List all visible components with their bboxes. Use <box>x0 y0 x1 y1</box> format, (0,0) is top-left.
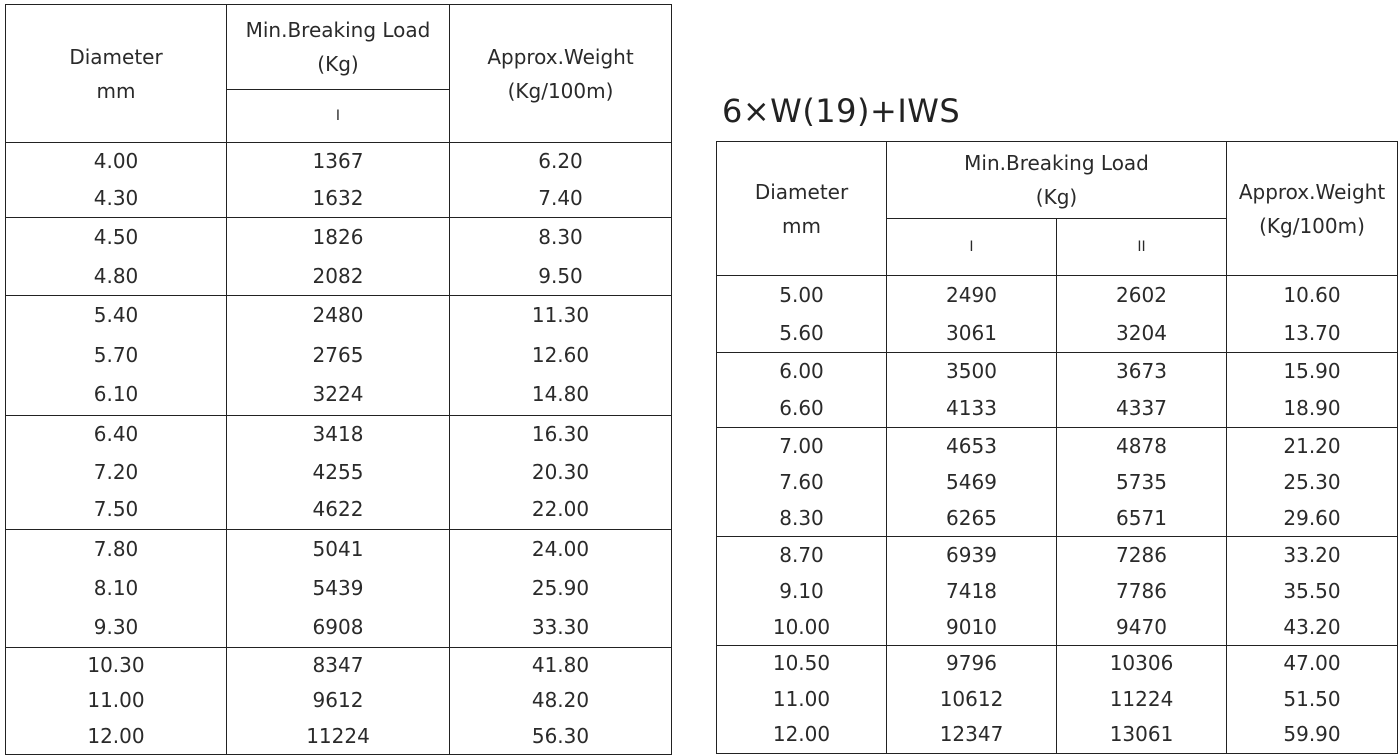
cell-value: 43.20 <box>1283 615 1341 639</box>
cell-value: 4878 <box>1116 434 1167 458</box>
cell-value: 8.30 <box>538 225 583 249</box>
cell-value: 5469 <box>946 470 997 494</box>
cell-value: 7.20 <box>93 459 139 484</box>
cell-value: 4255 <box>312 459 364 484</box>
cell-value: 59.90 <box>1283 722 1341 747</box>
header-diameter-unit: mm <box>96 78 136 103</box>
header-weight-unit: (Kg/100m) <box>507 78 614 103</box>
diameter-cell <box>6 415 227 529</box>
load-cell-grade-1 <box>887 428 1057 537</box>
load-cell-grade-1 <box>887 537 1057 646</box>
cell-value: 1826 <box>312 225 364 249</box>
cell-value: 6.40 <box>93 421 139 446</box>
table-row-group <box>717 353 1398 428</box>
cell-value: 12.00 <box>772 722 831 747</box>
cell-value: 56.30 <box>531 723 590 748</box>
cell-value: 3500 <box>946 359 997 383</box>
cell-value: 5439 <box>312 575 364 600</box>
weight-cell <box>1227 646 1398 754</box>
cell-value: 11224 <box>1109 686 1174 711</box>
diameter-cell <box>6 143 227 218</box>
cell-value: 10.30 <box>87 652 145 677</box>
cell-value: 10306 <box>1109 651 1174 675</box>
header-load-grade-i: I <box>227 90 450 143</box>
cell-value: 41.80 <box>531 652 590 677</box>
cell-value: 3673 <box>1116 359 1167 383</box>
cell-value: 5.00 <box>779 283 824 307</box>
cell-value: 6939 <box>946 543 997 567</box>
header-diameter-label: Diameter <box>754 179 849 204</box>
load-cell-grade-2 <box>1057 353 1227 428</box>
load-cell-grade-1 <box>227 529 450 647</box>
cell-value: 21.20 <box>1283 434 1341 458</box>
cell-value: 2490 <box>946 283 997 307</box>
cell-value: 5.60 <box>779 321 824 345</box>
cell-value: 10.60 <box>1283 283 1341 307</box>
load-cell-grade-2 <box>1057 646 1227 754</box>
cell-value: 6.20 <box>538 149 583 173</box>
load-cell-grade-1 <box>227 218 450 296</box>
cell-value: 4653 <box>946 434 997 458</box>
cell-value: 2082 <box>312 263 364 288</box>
cell-value: 3224 <box>312 382 364 407</box>
diameter-cell <box>717 646 887 754</box>
table-row-group <box>6 647 672 754</box>
rope-spec-table-2 <box>716 141 1398 754</box>
cell-value: 5735 <box>1116 470 1167 494</box>
cell-value: 7.80 <box>93 536 139 561</box>
table-row-group <box>6 529 672 647</box>
weight-cell <box>1227 276 1398 353</box>
diameter-cell <box>717 428 887 537</box>
diameter-cell <box>6 218 227 296</box>
table-row-group <box>717 428 1398 537</box>
cell-value: 5.70 <box>93 342 139 367</box>
cell-value: 1367 <box>312 149 364 173</box>
weight-cell <box>1227 428 1398 537</box>
cell-value: 11.00 <box>772 686 831 711</box>
load-cell-grade-1 <box>227 296 450 416</box>
header-load-unit: (Kg) <box>317 52 359 76</box>
cell-value: 11.30 <box>531 303 590 327</box>
weight-cell <box>450 218 672 296</box>
cell-value: 11.00 <box>87 688 145 713</box>
header-weight-label: Approx.Weight <box>1238 179 1386 204</box>
cell-value: 10612 <box>939 686 1004 711</box>
header-diameter-unit: mm <box>782 213 821 238</box>
cell-value: 48.20 <box>531 688 590 713</box>
table-row-group <box>6 218 672 296</box>
cell-value: 9470 <box>1116 615 1167 639</box>
cell-value: 6265 <box>946 506 997 530</box>
cell-value: 9010 <box>946 615 997 639</box>
header-load-label: Min.Breaking Load <box>964 151 1149 175</box>
table-row-group <box>6 143 672 218</box>
cell-value: 4622 <box>312 497 364 522</box>
diameter-cell <box>6 529 227 647</box>
cell-value: 4.00 <box>93 149 139 173</box>
cell-value: 6908 <box>312 614 364 639</box>
cell-value: 4337 <box>1116 396 1167 420</box>
diameter-cell <box>717 353 887 428</box>
cell-value: 8.70 <box>779 543 824 567</box>
cell-value: 3061 <box>946 321 997 345</box>
cell-value: 7786 <box>1116 579 1167 603</box>
header-load-grade-ii: II <box>1057 219 1227 276</box>
load-cell-grade-2 <box>1057 537 1227 646</box>
cell-value: 16.30 <box>531 421 590 446</box>
cell-value: 14.80 <box>531 382 590 407</box>
header-load-label: Min.Breaking Load <box>245 18 431 42</box>
table-row-group <box>6 296 672 416</box>
diameter-cell <box>717 537 887 646</box>
rope-spec-table-1 <box>5 4 672 755</box>
load-cell-grade-1 <box>887 646 1057 754</box>
cell-value: 3204 <box>1116 321 1167 345</box>
cell-value: 8.10 <box>93 575 139 600</box>
cell-value: 7.00 <box>779 434 824 458</box>
weight-cell <box>450 415 672 529</box>
table-2-body <box>717 142 1398 754</box>
cell-value: 35.50 <box>1283 579 1341 603</box>
cell-value: 9.10 <box>779 579 824 603</box>
cell-value: 7418 <box>946 579 997 603</box>
cell-value: 2480 <box>312 303 364 327</box>
header-diameter <box>717 142 887 276</box>
header-load <box>227 5 450 90</box>
cell-value: 6571 <box>1116 506 1167 530</box>
header-weight <box>1227 142 1398 276</box>
header-diameter-label: Diameter <box>69 44 163 69</box>
cell-value: 25.30 <box>1283 470 1341 494</box>
weight-cell <box>1227 537 1398 646</box>
cell-value: 4133 <box>946 396 997 420</box>
cell-value: 10.50 <box>772 651 831 675</box>
cell-value: 8.30 <box>779 506 824 530</box>
weight-cell <box>1227 353 1398 428</box>
load-cell-grade-2 <box>1057 428 1227 537</box>
cell-value: 9796 <box>946 651 997 675</box>
cell-value: 20.30 <box>531 459 590 484</box>
table-row-group <box>717 276 1398 353</box>
cell-value: 2602 <box>1116 283 1167 307</box>
cell-value: 12347 <box>939 722 1004 747</box>
cell-value: 9612 <box>312 688 364 713</box>
cell-value: 7.60 <box>779 470 824 494</box>
header-load <box>887 142 1227 219</box>
table-row-group <box>6 415 672 529</box>
cell-value: 7.40 <box>538 186 583 210</box>
cell-value: 5041 <box>312 536 364 561</box>
cell-value: 12.60 <box>531 342 590 367</box>
cell-value: 3418 <box>312 421 364 446</box>
cell-value: 8347 <box>312 652 364 677</box>
load-cell-grade-1 <box>227 143 450 218</box>
cell-value: 4.30 <box>93 186 139 210</box>
cell-value: 11224 <box>306 723 370 748</box>
weight-cell <box>450 296 672 416</box>
cell-value: 33.30 <box>531 614 590 639</box>
cell-value: 13061 <box>1109 722 1174 747</box>
cell-value: 4.50 <box>93 225 139 249</box>
table-1-body <box>6 5 672 755</box>
load-cell-grade-1 <box>887 353 1057 428</box>
cell-value: 18.90 <box>1283 396 1341 420</box>
table-row-group <box>717 537 1398 646</box>
header-weight <box>450 5 672 143</box>
weight-cell <box>450 529 672 647</box>
header-weight-label: Approx.Weight <box>487 44 634 69</box>
cell-value: 29.60 <box>1283 506 1341 530</box>
cell-value: 2765 <box>312 342 364 367</box>
cell-value: 22.00 <box>531 497 590 522</box>
header-load-grade-i: I <box>887 219 1057 276</box>
weight-cell <box>450 143 672 218</box>
cell-value: 6.10 <box>93 382 139 407</box>
cell-value: 4.80 <box>93 263 139 288</box>
table-2-title: 6×W(19)+IWS <box>722 92 961 130</box>
cell-value: 33.20 <box>1283 543 1341 567</box>
load-cell-grade-1 <box>227 415 450 529</box>
cell-value: 47.00 <box>1283 651 1341 675</box>
diameter-cell <box>6 296 227 416</box>
load-cell-grade-1 <box>227 647 450 754</box>
diameter-cell <box>6 647 227 754</box>
cell-value: 1632 <box>312 186 364 210</box>
cell-value: 25.90 <box>531 575 590 600</box>
table-row-group <box>717 646 1398 754</box>
cell-value: 7286 <box>1116 543 1167 567</box>
header-weight-unit: (Kg/100m) <box>1259 213 1365 238</box>
header-diameter <box>6 5 227 143</box>
cell-value: 7.50 <box>93 497 139 522</box>
weight-cell <box>450 647 672 754</box>
cell-value: 6.60 <box>779 396 824 420</box>
cell-value: 12.00 <box>87 723 145 748</box>
cell-value: 10.00 <box>772 615 831 639</box>
header-load-unit: (Kg) <box>1035 185 1078 209</box>
cell-value: 9.50 <box>538 263 583 288</box>
cell-value: 9.30 <box>93 614 139 639</box>
cell-value: 51.50 <box>1283 686 1341 711</box>
cell-value: 15.90 <box>1283 359 1341 383</box>
cell-value: 13.70 <box>1283 321 1341 345</box>
load-cell-grade-1 <box>887 276 1057 353</box>
cell-value: 5.40 <box>93 303 139 327</box>
cell-value: 6.00 <box>779 359 824 383</box>
diameter-cell <box>717 276 887 353</box>
cell-value: 24.00 <box>531 536 590 561</box>
load-cell-grade-2 <box>1057 276 1227 353</box>
